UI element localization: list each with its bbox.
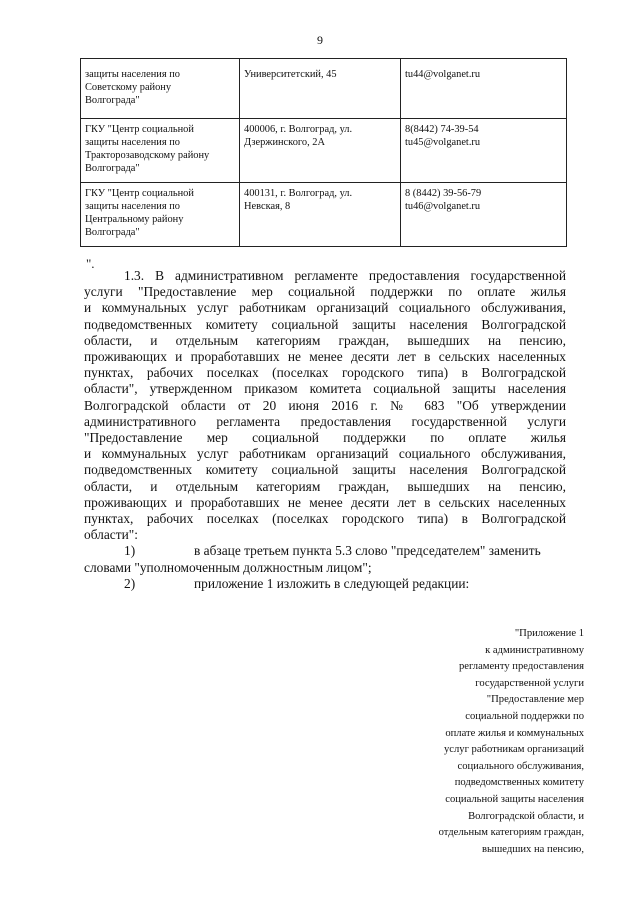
appendix-header [324, 626, 584, 858]
appendix-line: "Приложение 1 [514, 628, 584, 639]
cell-text: Советскому району [85, 82, 172, 93]
appendix-line: подведомственных комитету [454, 777, 584, 789]
paragraph-line: услуги "Предоставление мер социальной поддержки по оплате жилья [84, 284, 566, 300]
paragraph-line: проживающих и проработавших не менее десяти лет в сельских населенных [84, 494, 566, 510]
cell-text: защиты населения по [85, 201, 180, 212]
cell-text: защиты населения по [85, 69, 180, 80]
list-item-text: приложение 1 изложить в следующей редакции: [194, 575, 470, 591]
contacts-cell [401, 119, 567, 183]
paragraph-line: и коммунальных услуг работникам организаций социального обслуживания, [84, 446, 566, 462]
list-item-2 [84, 576, 566, 592]
paragraph-line: пунктах, рабочих поселках (поселках городского типа) в Волгоградской [84, 511, 566, 527]
list-item-number: 2) [124, 575, 136, 591]
paragraph-line: пунктах, рабочих поселках (поселках городского типа) в Волгоградской [84, 365, 566, 381]
email-text: tu44@volganet.ru [405, 69, 481, 80]
paragraph-line: и коммунальных услуг работникам организаций социального обслуживания, [84, 300, 566, 316]
list-item-number: 1) [124, 543, 136, 559]
appendix-line: услуг работникам организаций [443, 744, 584, 756]
paragraph-line: подведомственных комитету социальной защиты населения Волгоградской [84, 462, 566, 478]
org-name-cell [81, 119, 240, 183]
list-item-text: в абзаце третьем пункта 5.3 слово "председателем" заменить [194, 543, 541, 559]
closing-quote: ". [86, 256, 95, 271]
paragraph-line: проживающих и проработавших не менее десяти лет в сельских населенных [84, 349, 566, 365]
cell-text: Волгограда" [85, 95, 140, 106]
contacts-cell [401, 59, 567, 119]
address-cell [240, 59, 401, 119]
cell-text: Дзержинского, 2А [244, 137, 325, 148]
list-item-1 [84, 543, 566, 559]
phone-text: 8(8442) 74-39-54 [405, 124, 479, 135]
paragraph-line: области": [84, 527, 138, 543]
cell-text: Невская, 8 [244, 201, 291, 212]
contacts-cell [401, 183, 567, 247]
appendix-line: отдельным категориям граждан, [438, 827, 584, 839]
cell-text: Волгограда" [85, 163, 140, 174]
paragraph-line: Волгоградской области от 20 июня 2016 г. № 683 "Об утверждении [84, 397, 566, 413]
org-name-cell [81, 183, 240, 247]
table-row [81, 59, 567, 119]
phone-text: 8 (8442) 39-56-79 [405, 188, 482, 199]
appendix-line: "Предоставление мер [486, 694, 584, 706]
address-cell [240, 119, 401, 183]
page-number: 9 [317, 33, 323, 47]
address-cell [240, 183, 401, 247]
appendix-line: оплате жилья и коммунальных [445, 727, 584, 739]
appendix-line: вышедших на пенсию, [482, 843, 584, 855]
paragraph-line: подведомственных комитету социальной защиты населения Волгоградской [84, 316, 566, 332]
cell-text: Волгограда" [85, 227, 140, 238]
paragraph-line: "Предоставление мер социальной поддержки по оплате жилья [84, 430, 566, 446]
organizations-table [80, 58, 567, 247]
cell-text: ГКУ "Центр социальной [85, 124, 194, 135]
email-text: tu46@volganet.ru [405, 201, 481, 212]
cell-text: 400131, г. Волгоград, ул. [244, 188, 353, 199]
appendix-line: к административному [485, 644, 584, 656]
appendix-line: государственной услуги [475, 677, 584, 689]
amendment-paragraph [84, 268, 566, 592]
cell-text: 400006, г. Волгоград, ул. [244, 124, 353, 135]
paragraph-line: административного регламента предоставления государственной услуги [84, 413, 566, 429]
list-item-continuation: словами "уполномоченным должностным лицом"; [84, 559, 372, 575]
email-text: tu45@volganet.ru [405, 137, 481, 148]
paragraph-line: области, и отдельным категориям граждан, вышедших на пенсию, [84, 332, 566, 348]
paragraph-line: 1.3. В административном регламенте предоставления государственной [124, 268, 566, 283]
cell-text: Центральному району [85, 214, 184, 225]
appendix-line: Волгоградской области, и [468, 810, 584, 822]
appendix-line: регламенту предоставления [458, 661, 584, 673]
cell-text: защиты населения по [85, 137, 180, 148]
org-name-cell [81, 59, 240, 119]
cell-text: Университетский, 45 [244, 69, 337, 80]
paragraph-line: области", утвержденном приказом комитета социальной защиты населения [84, 381, 566, 397]
paragraph-line: области, и отдельным категориям граждан, вышедших на пенсию, [84, 478, 566, 494]
cell-text: ГКУ "Центр социальной [85, 188, 194, 199]
table-row [81, 119, 567, 183]
appendix-line: социальной защиты населения [445, 793, 584, 805]
table-row [81, 183, 567, 247]
cell-text: Тракторозаводскому району [85, 150, 210, 161]
appendix-line: социального обслуживания, [457, 760, 584, 772]
appendix-line: социальной поддержки по [465, 710, 584, 722]
